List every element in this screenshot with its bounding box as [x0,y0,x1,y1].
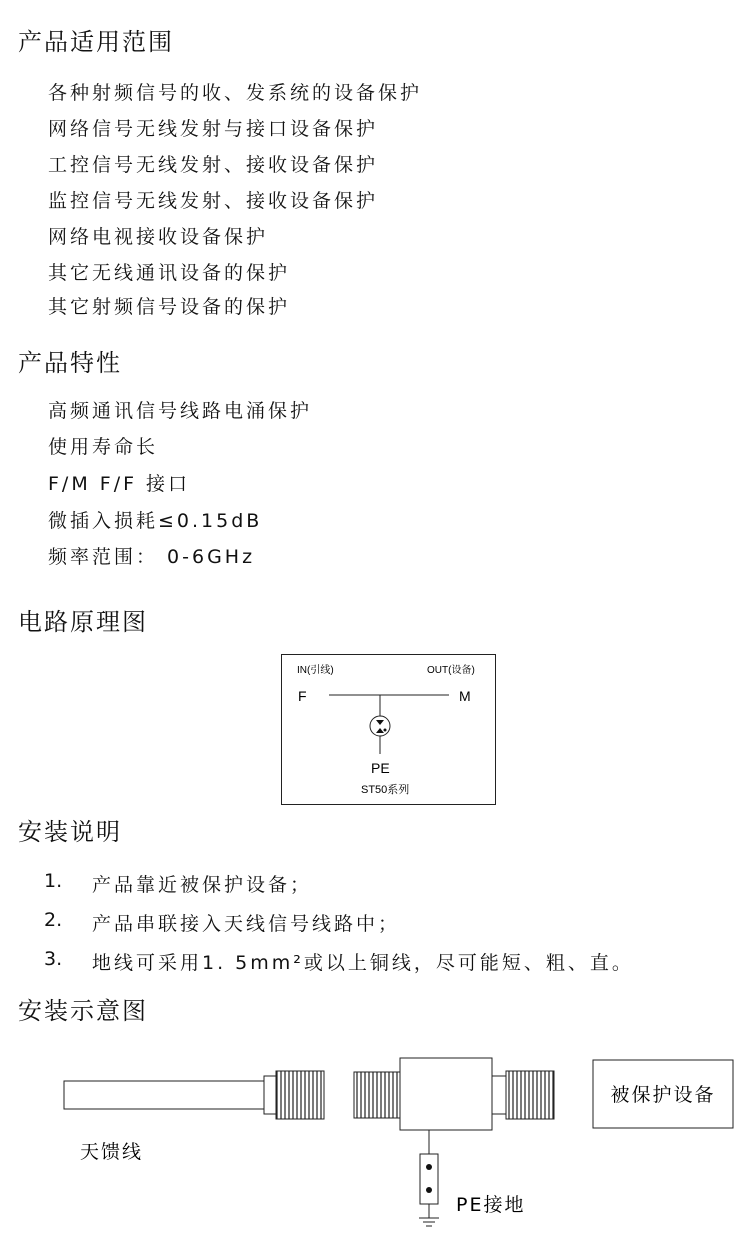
left-port-label: F [298,688,307,704]
step-number: 3. [44,948,63,970]
feeder-cable [64,1071,324,1119]
series-label: ST50系列 [361,784,410,796]
in-label: IN(引线) [297,665,334,676]
list-item: 工控信号无线发射、接收设备保护 [48,154,379,176]
ground-icon [419,1218,439,1226]
list-item: 其它无线通讯设备的保护 [48,262,291,284]
gas-discharge-tube-icon [370,716,390,736]
surge-protector [354,1058,554,1130]
step-text: 地线可采用1. 5mm²或以上铜线，尽可能短、粗、直。 [92,952,634,974]
list-item: F/M F/F 接口 [48,473,191,495]
diagram-heading: 安装示意图 [18,997,148,1025]
right-port-label: M [459,688,471,704]
device-label: 被保护设备 [610,1084,716,1106]
circuit-heading: 电路原理图 [18,608,148,636]
protected-device [593,1060,733,1128]
out-label: OUT(设备) [427,665,475,676]
list-item: 网络电视接收设备保护 [48,226,269,248]
cable-label: 天馈线 [80,1141,144,1163]
step-number: 1. [44,870,63,892]
ground-connection [420,1130,438,1218]
pe-label: PE [371,760,390,776]
step-text: 产品串联接入天线信号线路中； [92,913,401,935]
list-item: 使用寿命长 [48,436,159,458]
installation-diagram [0,1040,750,1240]
features-heading: 产品特性 [18,349,122,377]
installation-heading: 安装说明 [18,818,122,846]
list-item: 频率范围： 0-6GHz [48,546,256,568]
step-text: 产品靠近被保护设备； [92,874,313,896]
list-item: 各种射频信号的收、发系统的设备保护 [48,82,423,104]
step-number: 2. [44,909,63,931]
list-item: 其它射频信号设备的保护 [48,296,291,318]
ground-label: PE接地 [456,1194,526,1216]
circuit-diagram [281,654,496,805]
list-item: 网络信号无线发射与接口设备保护 [48,118,379,140]
list-item: 微插入损耗≤0.15dB [48,510,263,532]
scope-heading: 产品适用范围 [18,28,174,56]
list-item: 监控信号无线发射、接收设备保护 [48,190,379,212]
list-item: 高频通讯信号线路电涌保护 [48,400,313,422]
